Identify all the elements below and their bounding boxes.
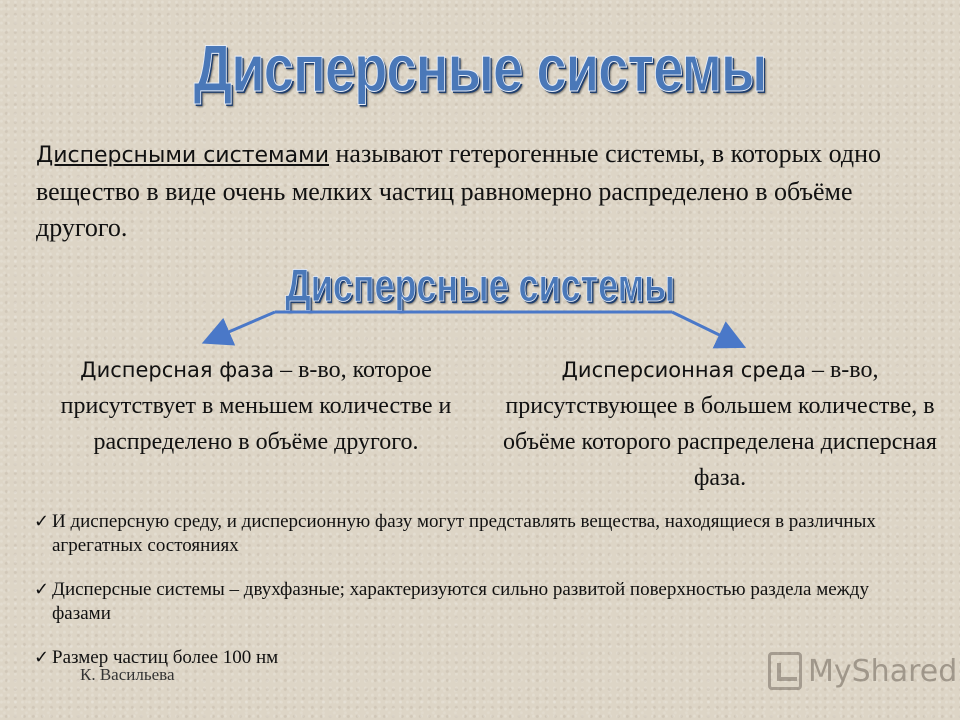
checkmark-icon: ✓ <box>34 511 50 532</box>
watermark-text: MyShared <box>808 653 958 689</box>
author-credit: К. Васильева <box>80 665 175 684</box>
checkmark-icon: ✓ <box>34 647 50 668</box>
definition-text: называют гетерогенные системы, в которых одно вещество в виде очень мелких частиц равномерно распределено в объёме другого. <box>36 139 882 242</box>
watermark-logo <box>768 652 957 690</box>
slide-title: Дисперсные системы <box>193 31 767 105</box>
dispersion-medium-definition <box>490 352 950 496</box>
definition-paragraph <box>36 136 916 246</box>
dispersed-phase-term: Дисперсная фаза <box>80 358 275 382</box>
bullet-text: И дисперсную среду, и дисперсионную фазу могут представлять вещества, находящиеся в различных агрегатных состояниях <box>52 511 876 556</box>
dispersion-medium-text: – в-во, присутствующее в большем количестве, в объёме которого распределена дисперсная фаза. <box>503 357 937 491</box>
checkmark-icon: ✓ <box>34 579 50 600</box>
dispersion-medium-term: Дисперсионная среда <box>561 358 806 382</box>
diagram-heading: Дисперсные системы <box>285 259 675 311</box>
dispersed-phase-definition <box>26 352 486 460</box>
dispersed-phase-text: – в-во, которое присутствует в меньшем количестве и распределено в объёме другого. <box>60 357 452 455</box>
bullet-text: Размер частиц более 100 нм <box>52 647 279 668</box>
bullet-text: Дисперсные системы – двухфазные; характеризуются сильно развитой поверхностью раздела между фазами <box>52 579 869 624</box>
list-item <box>32 578 932 626</box>
list-item <box>32 510 932 558</box>
definition-term: Дисперсными системами <box>36 143 330 168</box>
right-arrow <box>672 312 738 344</box>
chart-icon <box>768 652 802 690</box>
left-arrow <box>210 312 275 340</box>
